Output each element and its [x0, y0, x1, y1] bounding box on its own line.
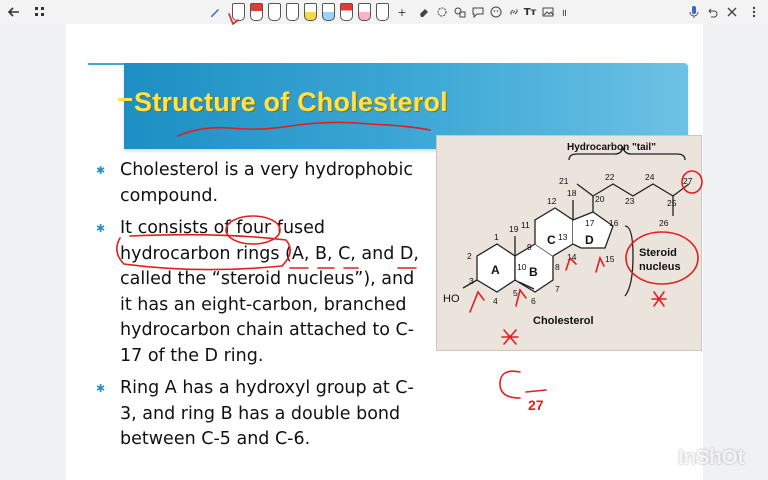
shapes-icon[interactable]	[450, 2, 470, 22]
bullet-item	[96, 376, 426, 453]
figure-caption: Cholesterol	[533, 315, 594, 327]
pencil-icon[interactable]	[205, 2, 225, 22]
carbon-number: 12	[547, 196, 557, 206]
microphone-icon[interactable]	[684, 2, 704, 22]
ring-label-c: C	[547, 233, 556, 247]
back-arrow-icon[interactable]	[4, 2, 24, 22]
carbon-number: 25	[667, 198, 677, 208]
bullet-star-icon: ✱	[96, 382, 106, 395]
more-options-icon[interactable]	[744, 2, 764, 22]
annotation-toolbar	[0, 0, 768, 24]
carbon-number: 7	[555, 284, 560, 294]
slide-title: Structure of Cholesterol	[134, 87, 448, 117]
carbon-number: 15	[605, 254, 615, 264]
left-margin	[0, 24, 66, 480]
lasso-icon[interactable]	[432, 2, 452, 22]
pen-tool-blue[interactable]	[286, 3, 299, 21]
carbon-number: 23	[625, 196, 635, 206]
carbon-number: 10	[517, 262, 527, 272]
banner-accent-line	[88, 63, 124, 65]
highlighter-tool-red[interactable]	[340, 3, 353, 21]
bullet-text: Cholesterol is a very hydrophobic compound.	[120, 160, 413, 206]
title-dash	[118, 98, 132, 101]
handwritten-note: 27	[528, 397, 544, 413]
highlighter-tool-yellow[interactable]	[304, 3, 317, 21]
nucleus-label-line2: nucleus	[639, 261, 681, 273]
bullet-item	[96, 216, 426, 369]
bullet-star-icon: ✱	[96, 164, 106, 177]
carbon-number: 20	[595, 194, 605, 204]
highlighter-tool-white[interactable]	[376, 3, 389, 21]
carbon-number: 5	[513, 288, 518, 298]
grid-menu-icon[interactable]	[30, 2, 50, 22]
carbon-number: 6	[531, 296, 536, 306]
carbon-number: 2	[467, 251, 472, 261]
bullet-item	[96, 158, 426, 209]
add-tool-icon[interactable]: +	[397, 5, 407, 19]
carbon-number: 14	[567, 252, 577, 262]
bullet-text: Ring A has a hydroxyl group at C-3, and ring B has a double bond between C-5 and C-6.	[120, 378, 414, 449]
ring-label-a: A	[491, 263, 500, 277]
carbon-number: 18	[567, 188, 577, 198]
close-icon[interactable]	[722, 2, 742, 22]
bullet-list	[96, 158, 426, 460]
carbon-number: 21	[559, 176, 569, 186]
carbon-number: 1	[494, 232, 499, 242]
cholesterol-figure	[436, 135, 702, 351]
carbon-number: 11	[521, 220, 530, 230]
pen-tool-black[interactable]	[232, 3, 245, 21]
carbon-number: 19	[509, 224, 519, 234]
pen-tool-gray[interactable]	[268, 3, 281, 21]
undo-icon[interactable]	[702, 2, 722, 22]
carbon-number: 16	[609, 218, 619, 228]
carbon-number: 26	[659, 218, 669, 228]
eraser-icon[interactable]	[414, 2, 434, 22]
carbon-number: 8	[555, 262, 560, 272]
sticker-icon[interactable]	[486, 2, 506, 22]
highlighter-tool-blue[interactable]	[322, 3, 335, 21]
carbon-number: 13	[558, 232, 568, 242]
highlighter-tool-pink[interactable]	[358, 3, 371, 21]
ring-label-d: D	[585, 233, 594, 247]
app-watermark: InShOt	[678, 446, 744, 469]
more-tools-icon[interactable]: ॥	[561, 8, 567, 19]
ring-label-b: B	[529, 265, 538, 279]
nucleus-label-line1: Steroid	[639, 247, 677, 259]
carbon-number: 24	[645, 172, 655, 182]
pen-tool-red[interactable]	[250, 3, 263, 21]
bullet-star-icon: ✱	[96, 222, 106, 235]
carbon-number: 27	[683, 176, 693, 186]
bullet-text: It consists of four fused hydrocarbon rings (A, B, C, and D, called the “steroid nucleus”), and it has an eight-carbon, branched hydrocarbon chain attached to C-17 of the D ring.	[120, 218, 419, 366]
text-tool-icon[interactable]: Tт	[523, 6, 537, 18]
comment-icon[interactable]	[468, 2, 488, 22]
right-margin	[703, 24, 768, 480]
carbon-number: 22	[605, 172, 615, 182]
tail-label: Hydrocarbon "tail"	[567, 142, 656, 153]
carbon-number: 4	[493, 296, 498, 306]
carbon-number: 9	[527, 242, 532, 252]
hydroxyl-label: HO	[443, 293, 460, 305]
carbon-number: 3	[469, 276, 474, 286]
carbon-number: 17	[585, 218, 595, 228]
